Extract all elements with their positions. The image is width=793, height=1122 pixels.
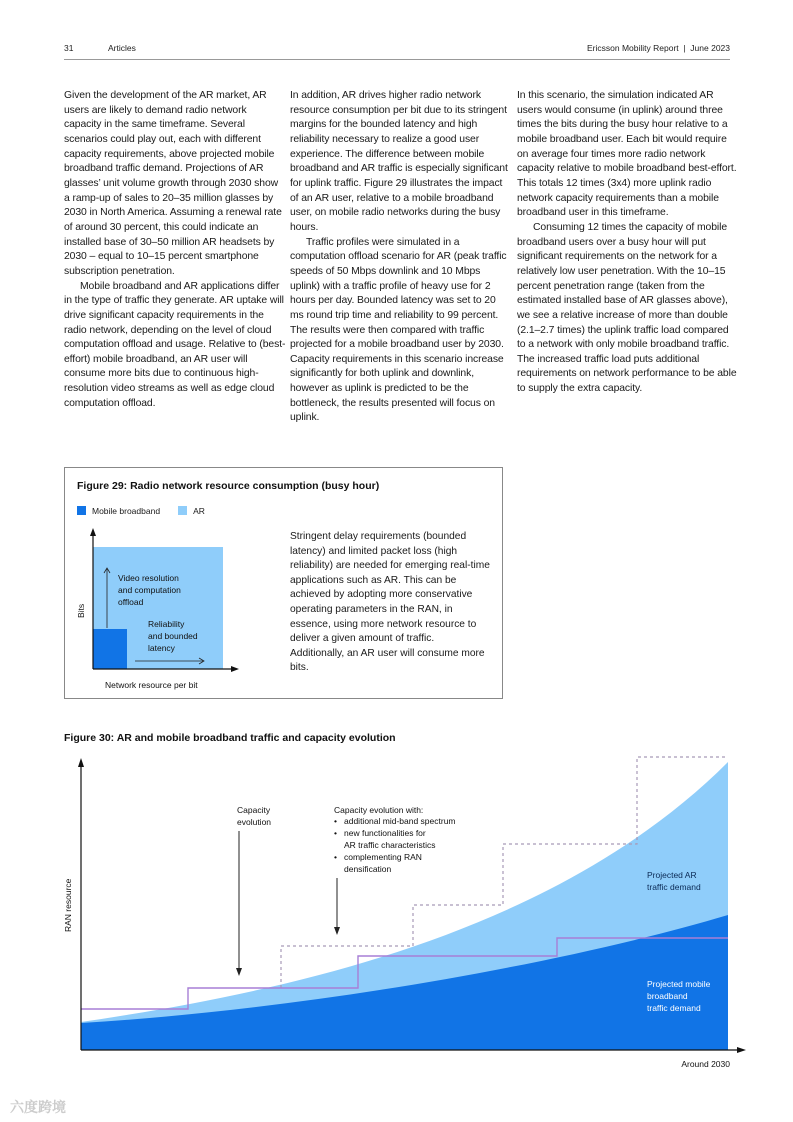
arrow-down-icon xyxy=(334,927,340,935)
paragraph: In this scenario, the simulation indicated AR users would consume (in uplink) around three times the bits during the busy hour relative to a mobile broadband user. Each bit would require on average four times more radio network capacity relative to mobile broadband best-effort. This totals 12 times (3x4) more uplink radio network capacity requirements than a mobile broadband user in this timeframe. xyxy=(517,90,737,219)
mbb-area xyxy=(93,629,127,669)
text-column-3 xyxy=(517,89,739,397)
annot-capacity-with: Capacity evolution with: • additional mid-band spectrum • new functionalities for AR traffic characteristics • complementing RAN densification xyxy=(334,805,456,874)
figure-30-diagram xyxy=(0,750,793,1080)
section-name: Articles xyxy=(108,43,136,53)
x-axis-label: Network resource per bit xyxy=(105,680,198,690)
x-axis-arrow-icon xyxy=(737,1047,746,1053)
legend-item-ar: AR xyxy=(178,506,205,516)
label-mbb-demand: Projected mobile broadband traffic demand xyxy=(647,979,711,1013)
paragraph: In addition, AR drives higher radio network resource consumption per bit due to its stringent margins for the bounded latency and high reliability necessary to realize a good user experience. The difference between mobile broadband and AR traffic is especially significant for uplink traffic. Figure 29 illustrates the impact of an AR user, relative to a mobile broadband user, on mobile radio networks during the busy hours. xyxy=(290,90,508,233)
annot-video: Video resolution and computation offload xyxy=(118,573,181,607)
paragraph: Given the development of the AR market, AR users are likely to demand radio network capacity in the same timeframe. Several scenarios could play out, each with different capacity requirements, above projected mobile broadband traffic demand. Projections of AR glasses’ unit volume growth through 2030 show a ramp-up of sales to 20–35 million glasses by 2030 in North America. Assuming a renewal rate of around 30 percent, this could indicate an installed base of 30–50 million AR headsets by 2030 – equal to 10–15 percent smartphone subscription penetration. xyxy=(64,90,282,277)
annot-capacity-evolution: Capacity evolution xyxy=(237,805,272,827)
y-axis-arrow-icon xyxy=(90,528,96,536)
text-column-1 xyxy=(64,89,286,411)
figure-30-title: Figure 30: AR and mobile broadband traffic and capacity evolution xyxy=(64,732,396,744)
text-column-2 xyxy=(290,89,512,426)
paragraph: Mobile broadband and AR applications differ in the type of traffic they generate. AR uptake will drive significant capacity requirements in the radio network, depending on the level of cloud computation offload and usage. Relative to (best-effort) mobile broadband, an AR user will consume more bits due to continuous high-resolution video streams as well as edge cloud computation offload. xyxy=(64,280,286,409)
y-axis-label: Bits xyxy=(76,603,86,618)
y-axis-label: RAN resource xyxy=(63,878,73,932)
y-axis-arrow-icon xyxy=(78,758,84,767)
figure-29-title: Figure 29: Radio network resource consumption (busy hour) xyxy=(77,480,380,492)
x-axis-arrow-icon xyxy=(231,666,239,672)
x-axis-label: Around 2030 xyxy=(681,1059,730,1069)
annot-reliability: Reliability and bounded latency xyxy=(148,619,198,653)
watermark: 六度跨境 xyxy=(10,1099,66,1115)
header-rule xyxy=(64,59,730,60)
page-number: 31 xyxy=(64,43,74,53)
label-ar-demand: Projected AR traffic demand xyxy=(647,870,701,892)
paragraph: Consuming 12 times the capacity of mobile broadband users over a busy hour will put significant requirements on the network for a relatively low user penetration. With the 10–15 percent penetration range (taken from the estimated installed base of AR glasses above), we see a relative increase of more than double (2.1–2.7 times) the uplink traffic load compared to a network with only mobile broadband traffic. The increased traffic load puts additional requirements on network performance to be able to supply the extra capacity. xyxy=(517,221,737,395)
paragraph: Traffic profiles were simulated in a computation offload scenario for AR (peak traffic speeds of 50 Mbps downlink and 10 Mbps uplink) with a traffic profile of heavy use for 2 hours per day. Bounded latency was set to 20 ms round trip time and reliability to 99 percent. The results were then compared with traffic projected for a mobile broadband user by 2030. Capacity requirements in this scenario increase significantly for both uplink and downlink, however as uplink is predicted to be the bottleneck, the results presented will focus on uplink. xyxy=(290,236,507,424)
figure-29 xyxy=(64,467,503,699)
arrow-down-icon xyxy=(236,968,242,976)
figure-29-description: Stringent delay requirements (bounded latency) and limited packet loss (high reliability) are needed for emerging real-time applications such as AR. This can be achieved by adopting more conservative operating parameters in the RAN, in essence, using more network resource to deliver a given amount of traffic. Additionally, an AR user will consume more bits. xyxy=(290,531,490,674)
legend-item-mbb: Mobile broadband xyxy=(77,506,160,516)
publication-title: Ericsson Mobility Report | June 2023 xyxy=(587,43,730,53)
